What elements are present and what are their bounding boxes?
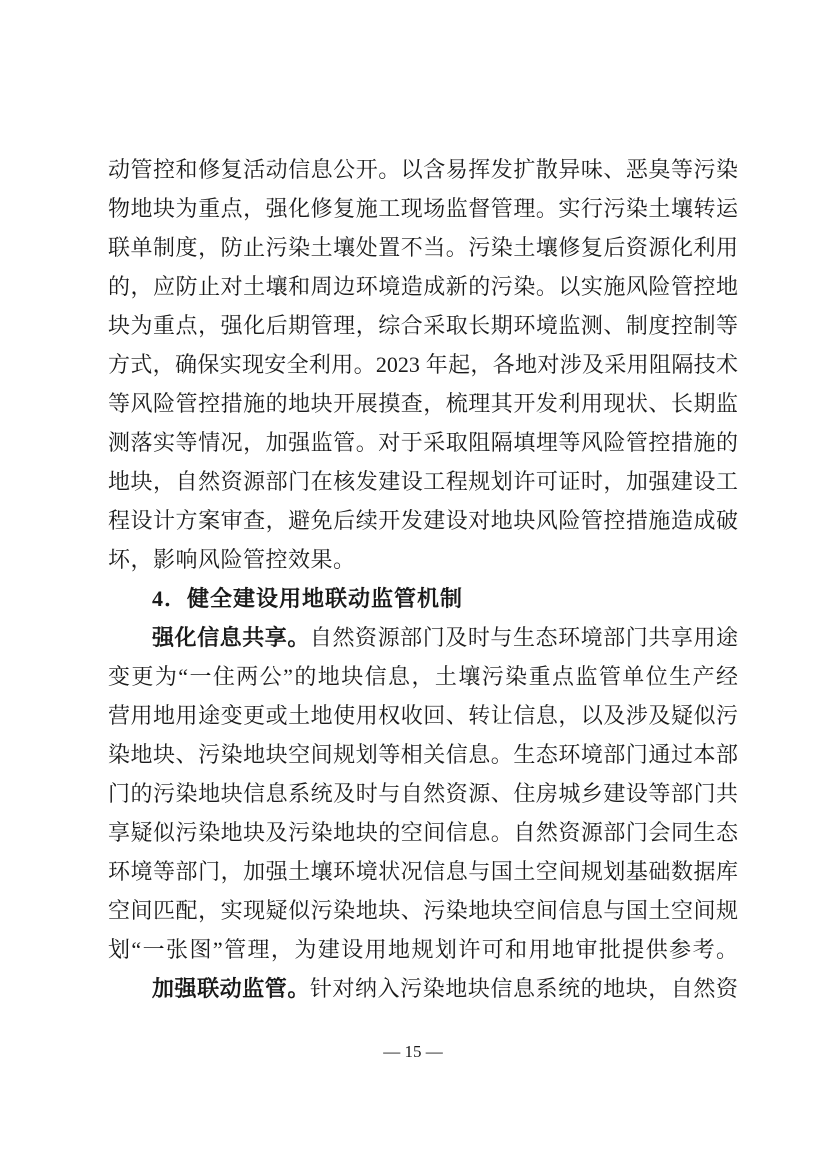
text-line [108,618,738,657]
text-line: 享疑似污染地块及污染地块的空间信息。自然资源部门会同生态 [108,820,738,845]
text-line: 测落实等情况，加强监管。对于采取阻隔填埋等风险管控措施的 [108,430,738,455]
text-line: 物地块为重点，强化修复施工现场监督管理。实行污染土壤转运 [108,196,738,221]
page-number: — 15 — [383,1042,443,1061]
text-line: 方式，确保实现安全利用。2023 年起，各地对涉及采用阻隔技术 [108,352,738,377]
text-line: 联单制度，防止污染土壤处置不当。污染土壤修复后资源化利用 [108,235,738,260]
text-line: 营用地用途变更或土地使用权收回、转让信息，以及涉及疑似污 [108,703,738,728]
text-line: 划“一张图”管理，为建设用地规划许可和用地审批提供参考。 [108,937,738,962]
paragraph-text: 自然资源部门及时与生态环境部门共享用途 [309,625,738,650]
paragraph-lead-bold: 加强联动监管。 [152,976,310,1001]
paragraph-text: 针对纳入污染地块信息系统的地块，自然资 [309,976,738,1001]
text-line: 变更为“一住两公”的地块信息，土壤污染重点监管单位生产经 [108,664,738,689]
text-line: 门的污染地块信息系统及时与自然资源、住房城乡建设等部门共 [108,781,738,806]
text-block [108,150,738,1008]
section-heading: 4．健全建设用地联动监管机制 [152,586,464,611]
text-line [108,969,738,1008]
text-line: 坏，影响风险管控效果。 [108,547,356,572]
text-line: 动管控和修复活动信息公开。以含易挥发扩散异味、恶臭等污染 [108,157,738,182]
paragraph-lead-bold: 强化信息共享。 [152,625,310,650]
text-line: 染地块、污染地块空间规划等相关信息。生态环境部门通过本部 [108,742,738,767]
text-line: 程设计方案审查，避免后续开发建设对地块风险管控措施造成破 [108,508,738,533]
text-line: 空间匹配，实现疑似污染地块、污染地块空间信息与国土空间规 [108,898,738,923]
text-line: 等风险管控措施的地块开展摸查，梳理其开发利用现状、长期监 [108,391,738,416]
page-footer [0,1040,826,1064]
text-line: 块为重点，强化后期管理，综合采取长期环境监测、制度控制等 [108,313,738,338]
text-line: 地块，自然资源部门在核发建设工程规划许可证时，加强建设工 [108,469,738,494]
text-line: 的，应防止对土壤和周边环境造成新的污染。以实施风险管控地 [108,274,738,299]
text-line: 环境等部门，加强土壤环境状况信息与国土空间规划基础数据库 [108,859,738,884]
